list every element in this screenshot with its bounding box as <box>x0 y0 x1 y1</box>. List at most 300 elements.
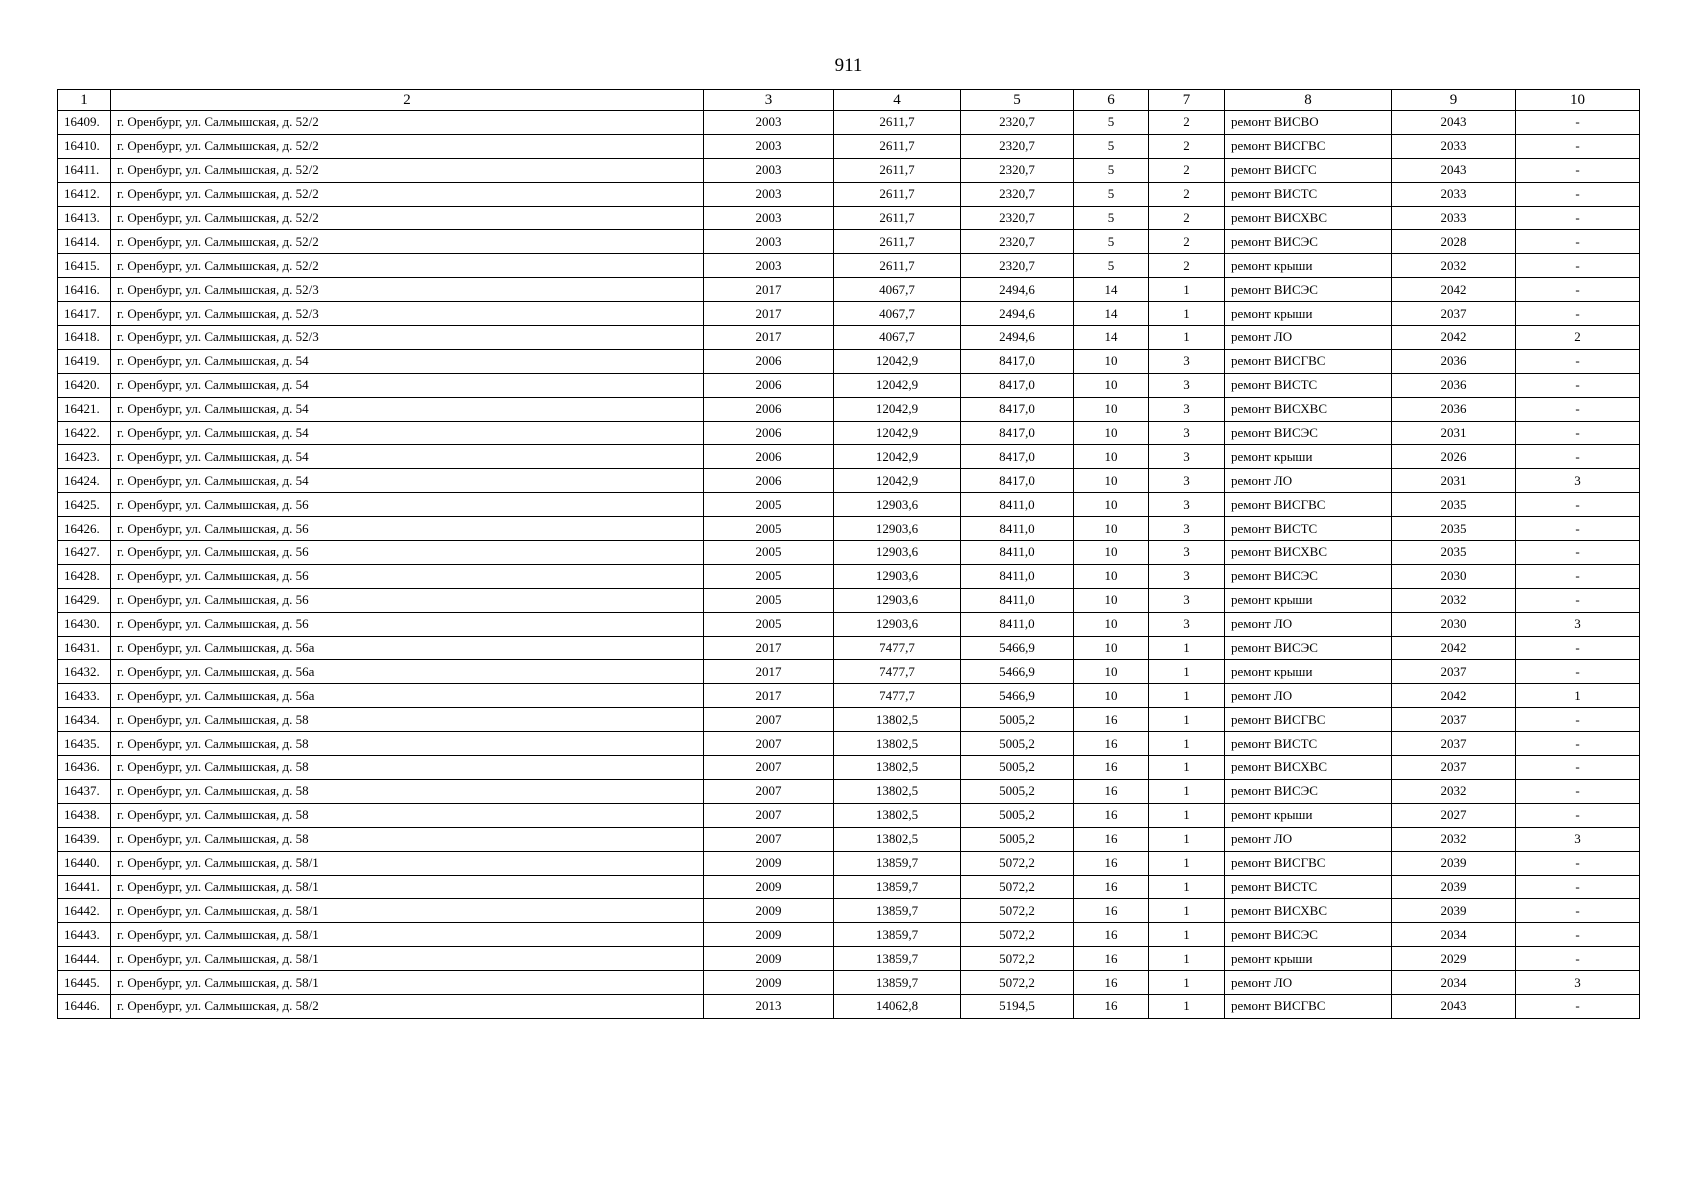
cell-row-number: 16441. <box>58 875 111 899</box>
cell-count: - <box>1516 230 1640 254</box>
cell-living-area: 8417,0 <box>961 373 1074 397</box>
cell-total-area: 12042,9 <box>834 349 961 373</box>
cell-work-type: ремонт крыши <box>1225 803 1392 827</box>
cell-entrances: 3 <box>1149 349 1225 373</box>
cell-year-built: 2017 <box>704 684 834 708</box>
cell-total-area: 7477,7 <box>834 684 961 708</box>
table-row <box>58 756 1640 780</box>
cell-floors: 10 <box>1074 445 1149 469</box>
cell-floors: 10 <box>1074 517 1149 541</box>
cell-living-area: 2320,7 <box>961 182 1074 206</box>
cell-count: - <box>1516 636 1640 660</box>
cell-floors: 16 <box>1074 708 1149 732</box>
cell-row-number: 16435. <box>58 732 111 756</box>
table-row <box>58 994 1640 1018</box>
cell-floors: 16 <box>1074 875 1149 899</box>
cell-work-type: ремонт ВИСГВС <box>1225 994 1392 1018</box>
table-row <box>58 588 1640 612</box>
cell-count: - <box>1516 899 1640 923</box>
cell-living-area: 8411,0 <box>961 588 1074 612</box>
cell-row-number: 16411. <box>58 158 111 182</box>
cell-count: 3 <box>1516 612 1640 636</box>
cell-planned-year: 2035 <box>1392 493 1516 517</box>
cell-year-built: 2009 <box>704 971 834 995</box>
cell-floors: 16 <box>1074 971 1149 995</box>
cell-year-built: 2003 <box>704 134 834 158</box>
cell-row-number: 16436. <box>58 756 111 780</box>
table-row <box>58 158 1640 182</box>
cell-entrances: 1 <box>1149 779 1225 803</box>
cell-total-area: 7477,7 <box>834 660 961 684</box>
cell-address: г. Оренбург, ул. Салмышская, д. 56а <box>111 636 704 660</box>
column-header-7: 7 <box>1149 90 1225 111</box>
cell-row-number: 16409. <box>58 111 111 135</box>
table-row <box>58 517 1640 541</box>
column-header-6: 6 <box>1074 90 1149 111</box>
cell-living-area: 2494,6 <box>961 278 1074 302</box>
cell-work-type: ремонт ВИСХВС <box>1225 899 1392 923</box>
cell-work-type: ремонт ЛО <box>1225 612 1392 636</box>
cell-planned-year: 2037 <box>1392 708 1516 732</box>
cell-planned-year: 2029 <box>1392 947 1516 971</box>
cell-entrances: 3 <box>1149 493 1225 517</box>
cell-floors: 14 <box>1074 302 1149 326</box>
cell-row-number: 16442. <box>58 899 111 923</box>
cell-entrances: 3 <box>1149 469 1225 493</box>
cell-entrances: 2 <box>1149 134 1225 158</box>
cell-address: г. Оренбург, ул. Салмышская, д. 58 <box>111 756 704 780</box>
cell-count: - <box>1516 708 1640 732</box>
cell-year-built: 2017 <box>704 302 834 326</box>
cell-planned-year: 2042 <box>1392 684 1516 708</box>
cell-work-type: ремонт ВИСЭС <box>1225 636 1392 660</box>
cell-row-number: 16444. <box>58 947 111 971</box>
cell-floors: 10 <box>1074 612 1149 636</box>
cell-planned-year: 2026 <box>1392 445 1516 469</box>
cell-entrances: 1 <box>1149 636 1225 660</box>
cell-floors: 10 <box>1074 397 1149 421</box>
cell-year-built: 2017 <box>704 636 834 660</box>
cell-living-area: 2320,7 <box>961 230 1074 254</box>
cell-address: г. Оренбург, ул. Салмышская, д. 58/1 <box>111 875 704 899</box>
cell-year-built: 2009 <box>704 875 834 899</box>
cell-row-number: 16434. <box>58 708 111 732</box>
cell-year-built: 2003 <box>704 111 834 135</box>
table-row <box>58 326 1640 350</box>
cell-living-area: 8411,0 <box>961 564 1074 588</box>
cell-row-number: 16428. <box>58 564 111 588</box>
cell-planned-year: 2032 <box>1392 779 1516 803</box>
cell-work-type: ремонт крыши <box>1225 302 1392 326</box>
cell-living-area: 5072,2 <box>961 875 1074 899</box>
cell-floors: 14 <box>1074 278 1149 302</box>
cell-count: - <box>1516 564 1640 588</box>
cell-address: г. Оренбург, ул. Салмышская, д. 56 <box>111 612 704 636</box>
cell-row-number: 16439. <box>58 827 111 851</box>
cell-floors: 14 <box>1074 326 1149 350</box>
cell-address: г. Оренбург, ул. Салмышская, д. 54 <box>111 373 704 397</box>
cell-address: г. Оренбург, ул. Салмышская, д. 58/1 <box>111 851 704 875</box>
cell-floors: 5 <box>1074 111 1149 135</box>
cell-living-area: 5005,2 <box>961 732 1074 756</box>
cell-count: - <box>1516 421 1640 445</box>
cell-entrances: 3 <box>1149 541 1225 565</box>
cell-year-built: 2003 <box>704 158 834 182</box>
cell-year-built: 2006 <box>704 445 834 469</box>
cell-entrances: 3 <box>1149 588 1225 612</box>
cell-year-built: 2017 <box>704 326 834 350</box>
cell-entrances: 2 <box>1149 111 1225 135</box>
cell-address: г. Оренбург, ул. Салмышская, д. 58 <box>111 708 704 732</box>
cell-living-area: 5005,2 <box>961 756 1074 780</box>
table-row <box>58 684 1640 708</box>
cell-count: - <box>1516 541 1640 565</box>
cell-year-built: 2009 <box>704 899 834 923</box>
cell-year-built: 2007 <box>704 779 834 803</box>
repair-registry-table <box>57 89 1640 1019</box>
cell-total-area: 12042,9 <box>834 373 961 397</box>
cell-entrances: 3 <box>1149 517 1225 541</box>
column-header-8: 8 <box>1225 90 1392 111</box>
cell-count: - <box>1516 493 1640 517</box>
cell-floors: 10 <box>1074 660 1149 684</box>
cell-count: - <box>1516 373 1640 397</box>
cell-floors: 5 <box>1074 134 1149 158</box>
cell-entrances: 3 <box>1149 564 1225 588</box>
page-number: 911 <box>834 55 863 76</box>
cell-floors: 16 <box>1074 947 1149 971</box>
cell-entrances: 1 <box>1149 899 1225 923</box>
cell-entrances: 1 <box>1149 660 1225 684</box>
cell-address: г. Оренбург, ул. Салмышская, д. 54 <box>111 397 704 421</box>
cell-entrances: 2 <box>1149 230 1225 254</box>
cell-total-area: 13859,7 <box>834 875 961 899</box>
cell-year-built: 2017 <box>704 278 834 302</box>
cell-floors: 10 <box>1074 684 1149 708</box>
cell-row-number: 16446. <box>58 994 111 1018</box>
cell-address: г. Оренбург, ул. Салмышская, д. 54 <box>111 349 704 373</box>
cell-row-number: 16413. <box>58 206 111 230</box>
cell-planned-year: 2032 <box>1392 827 1516 851</box>
cell-year-built: 2005 <box>704 564 834 588</box>
cell-planned-year: 2037 <box>1392 660 1516 684</box>
cell-address: г. Оренбург, ул. Салмышская, д. 54 <box>111 469 704 493</box>
cell-total-area: 2611,7 <box>834 134 961 158</box>
header-row <box>58 90 1640 111</box>
cell-address: г. Оренбург, ул. Салмышская, д. 58 <box>111 732 704 756</box>
cell-entrances: 1 <box>1149 302 1225 326</box>
cell-year-built: 2003 <box>704 254 834 278</box>
cell-planned-year: 2043 <box>1392 158 1516 182</box>
table-row <box>58 947 1640 971</box>
cell-count: - <box>1516 923 1640 947</box>
cell-planned-year: 2039 <box>1392 851 1516 875</box>
cell-address: г. Оренбург, ул. Салмышская, д. 52/2 <box>111 158 704 182</box>
cell-address: г. Оренбург, ул. Салмышская, д. 52/2 <box>111 230 704 254</box>
cell-work-type: ремонт ВИСТС <box>1225 732 1392 756</box>
cell-total-area: 13859,7 <box>834 971 961 995</box>
cell-entrances: 3 <box>1149 397 1225 421</box>
cell-count: 3 <box>1516 971 1640 995</box>
cell-count: - <box>1516 660 1640 684</box>
cell-living-area: 5466,9 <box>961 660 1074 684</box>
cell-work-type: ремонт ВИСТС <box>1225 875 1392 899</box>
table-row <box>58 708 1640 732</box>
cell-row-number: 16437. <box>58 779 111 803</box>
cell-entrances: 3 <box>1149 445 1225 469</box>
cell-work-type: ремонт ВИСЭС <box>1225 923 1392 947</box>
table-row <box>58 803 1640 827</box>
table-row <box>58 827 1640 851</box>
cell-row-number: 16419. <box>58 349 111 373</box>
cell-year-built: 2007 <box>704 827 834 851</box>
cell-count: - <box>1516 588 1640 612</box>
table-row <box>58 111 1640 135</box>
cell-row-number: 16418. <box>58 326 111 350</box>
cell-floors: 10 <box>1074 493 1149 517</box>
cell-planned-year: 2036 <box>1392 373 1516 397</box>
cell-floors: 16 <box>1074 779 1149 803</box>
cell-year-built: 2006 <box>704 469 834 493</box>
cell-work-type: ремонт ВИСЭС <box>1225 779 1392 803</box>
cell-floors: 16 <box>1074 923 1149 947</box>
table-row <box>58 373 1640 397</box>
cell-year-built: 2007 <box>704 708 834 732</box>
cell-count: 3 <box>1516 469 1640 493</box>
cell-planned-year: 2032 <box>1392 254 1516 278</box>
cell-planned-year: 2043 <box>1392 994 1516 1018</box>
cell-floors: 16 <box>1074 994 1149 1018</box>
cell-row-number: 16438. <box>58 803 111 827</box>
table-row <box>58 254 1640 278</box>
cell-work-type: ремонт ВИСГС <box>1225 158 1392 182</box>
cell-work-type: ремонт ВИСЭС <box>1225 278 1392 302</box>
cell-entrances: 1 <box>1149 756 1225 780</box>
cell-count: - <box>1516 182 1640 206</box>
cell-work-type: ремонт крыши <box>1225 254 1392 278</box>
table-row <box>58 564 1640 588</box>
cell-total-area: 13802,5 <box>834 779 961 803</box>
cell-entrances: 1 <box>1149 875 1225 899</box>
cell-floors: 16 <box>1074 899 1149 923</box>
cell-work-type: ремонт ВИСТС <box>1225 373 1392 397</box>
cell-address: г. Оренбург, ул. Салмышская, д. 58 <box>111 779 704 803</box>
cell-floors: 16 <box>1074 732 1149 756</box>
cell-total-area: 12903,6 <box>834 564 961 588</box>
column-header-3: 3 <box>704 90 834 111</box>
cell-address: г. Оренбург, ул. Салмышская, д. 56 <box>111 541 704 565</box>
cell-living-area: 5072,2 <box>961 971 1074 995</box>
table-row <box>58 899 1640 923</box>
cell-total-area: 2611,7 <box>834 206 961 230</box>
cell-work-type: ремонт крыши <box>1225 588 1392 612</box>
cell-entrances: 1 <box>1149 708 1225 732</box>
cell-floors: 16 <box>1074 803 1149 827</box>
cell-planned-year: 2034 <box>1392 971 1516 995</box>
cell-work-type: ремонт ЛО <box>1225 971 1392 995</box>
cell-row-number: 16420. <box>58 373 111 397</box>
cell-count: - <box>1516 779 1640 803</box>
cell-count: 2 <box>1516 326 1640 350</box>
cell-address: г. Оренбург, ул. Салмышская, д. 58/1 <box>111 923 704 947</box>
cell-row-number: 16416. <box>58 278 111 302</box>
cell-total-area: 12903,6 <box>834 541 961 565</box>
cell-count: - <box>1516 254 1640 278</box>
cell-total-area: 2611,7 <box>834 182 961 206</box>
cell-count: - <box>1516 732 1640 756</box>
cell-entrances: 3 <box>1149 421 1225 445</box>
column-header-2: 2 <box>111 90 704 111</box>
cell-work-type: ремонт ВИСГВС <box>1225 851 1392 875</box>
cell-entrances: 2 <box>1149 182 1225 206</box>
cell-living-area: 2494,6 <box>961 302 1074 326</box>
cell-entrances: 1 <box>1149 732 1225 756</box>
table-row <box>58 732 1640 756</box>
cell-count: - <box>1516 158 1640 182</box>
cell-work-type: ремонт крыши <box>1225 660 1392 684</box>
cell-total-area: 13859,7 <box>834 851 961 875</box>
cell-entrances: 3 <box>1149 373 1225 397</box>
cell-work-type: ремонт ВИСГВС <box>1225 134 1392 158</box>
cell-row-number: 16429. <box>58 588 111 612</box>
cell-row-number: 16430. <box>58 612 111 636</box>
cell-address: г. Оренбург, ул. Салмышская, д. 56а <box>111 660 704 684</box>
cell-planned-year: 2036 <box>1392 397 1516 421</box>
cell-year-built: 2006 <box>704 397 834 421</box>
cell-total-area: 13859,7 <box>834 947 961 971</box>
cell-count: - <box>1516 756 1640 780</box>
cell-entrances: 1 <box>1149 278 1225 302</box>
cell-row-number: 16422. <box>58 421 111 445</box>
cell-count: - <box>1516 397 1640 421</box>
table-row <box>58 134 1640 158</box>
cell-address: г. Оренбург, ул. Салмышская, д. 56 <box>111 564 704 588</box>
cell-year-built: 2006 <box>704 349 834 373</box>
cell-total-area: 4067,7 <box>834 326 961 350</box>
cell-total-area: 2611,7 <box>834 158 961 182</box>
table-row <box>58 349 1640 373</box>
table-row <box>58 230 1640 254</box>
cell-living-area: 8411,0 <box>961 517 1074 541</box>
cell-count: - <box>1516 875 1640 899</box>
cell-row-number: 16423. <box>58 445 111 469</box>
cell-row-number: 16443. <box>58 923 111 947</box>
cell-total-area: 14062,8 <box>834 994 961 1018</box>
cell-floors: 5 <box>1074 182 1149 206</box>
cell-year-built: 2005 <box>704 517 834 541</box>
cell-count: - <box>1516 278 1640 302</box>
cell-planned-year: 2033 <box>1392 182 1516 206</box>
cell-total-area: 13859,7 <box>834 899 961 923</box>
column-header-5: 5 <box>961 90 1074 111</box>
cell-floors: 5 <box>1074 230 1149 254</box>
cell-floors: 10 <box>1074 373 1149 397</box>
cell-living-area: 5466,9 <box>961 684 1074 708</box>
cell-planned-year: 2036 <box>1392 349 1516 373</box>
cell-row-number: 16410. <box>58 134 111 158</box>
cell-living-area: 2320,7 <box>961 158 1074 182</box>
cell-work-type: ремонт ВИСВО <box>1225 111 1392 135</box>
cell-total-area: 4067,7 <box>834 278 961 302</box>
cell-total-area: 2611,7 <box>834 111 961 135</box>
cell-year-built: 2003 <box>704 230 834 254</box>
cell-work-type: ремонт ВИСХВС <box>1225 756 1392 780</box>
cell-planned-year: 2035 <box>1392 541 1516 565</box>
cell-living-area: 8417,0 <box>961 445 1074 469</box>
cell-row-number: 16440. <box>58 851 111 875</box>
cell-planned-year: 2042 <box>1392 326 1516 350</box>
cell-address: г. Оренбург, ул. Салмышская, д. 58/1 <box>111 971 704 995</box>
table-row <box>58 636 1640 660</box>
cell-row-number: 16426. <box>58 517 111 541</box>
cell-address: г. Оренбург, ул. Салмышская, д. 52/2 <box>111 182 704 206</box>
cell-address: г. Оренбург, ул. Салмышская, д. 58 <box>111 803 704 827</box>
cell-year-built: 2003 <box>704 206 834 230</box>
cell-address: г. Оренбург, ул. Салмышская, д. 58/1 <box>111 899 704 923</box>
cell-entrances: 1 <box>1149 994 1225 1018</box>
cell-planned-year: 2039 <box>1392 875 1516 899</box>
cell-living-area: 8417,0 <box>961 349 1074 373</box>
cell-work-type: ремонт ВИСХВС <box>1225 397 1392 421</box>
cell-living-area: 8417,0 <box>961 421 1074 445</box>
cell-year-built: 2005 <box>704 541 834 565</box>
cell-floors: 16 <box>1074 851 1149 875</box>
cell-floors: 5 <box>1074 206 1149 230</box>
cell-floors: 10 <box>1074 421 1149 445</box>
cell-row-number: 16432. <box>58 660 111 684</box>
cell-work-type: ремонт крыши <box>1225 947 1392 971</box>
cell-floors: 5 <box>1074 158 1149 182</box>
cell-address: г. Оренбург, ул. Салмышская, д. 52/2 <box>111 111 704 135</box>
cell-work-type: ремонт ЛО <box>1225 326 1392 350</box>
cell-address: г. Оренбург, ул. Салмышская, д. 56 <box>111 517 704 541</box>
cell-work-type: ремонт ВИСТС <box>1225 517 1392 541</box>
cell-year-built: 2006 <box>704 373 834 397</box>
column-header-4: 4 <box>834 90 961 111</box>
cell-planned-year: 2037 <box>1392 756 1516 780</box>
cell-work-type: ремонт ВИСХВС <box>1225 206 1392 230</box>
cell-total-area: 13802,5 <box>834 708 961 732</box>
table-row <box>58 469 1640 493</box>
cell-year-built: 2005 <box>704 612 834 636</box>
cell-row-number: 16412. <box>58 182 111 206</box>
cell-planned-year: 2039 <box>1392 899 1516 923</box>
cell-living-area: 5072,2 <box>961 947 1074 971</box>
cell-row-number: 16425. <box>58 493 111 517</box>
cell-total-area: 4067,7 <box>834 302 961 326</box>
table-row <box>58 397 1640 421</box>
cell-entrances: 1 <box>1149 803 1225 827</box>
cell-planned-year: 2042 <box>1392 278 1516 302</box>
cell-count: - <box>1516 111 1640 135</box>
cell-row-number: 16424. <box>58 469 111 493</box>
cell-planned-year: 2037 <box>1392 302 1516 326</box>
cell-floors: 10 <box>1074 564 1149 588</box>
cell-living-area: 5072,2 <box>961 851 1074 875</box>
cell-address: г. Оренбург, ул. Салмышская, д. 56 <box>111 588 704 612</box>
table-row <box>58 445 1640 469</box>
cell-total-area: 13802,5 <box>834 827 961 851</box>
cell-living-area: 8411,0 <box>961 612 1074 636</box>
cell-living-area: 5466,9 <box>961 636 1074 660</box>
cell-planned-year: 2031 <box>1392 421 1516 445</box>
cell-planned-year: 2032 <box>1392 588 1516 612</box>
cell-floors: 16 <box>1074 756 1149 780</box>
cell-work-type: ремонт ВИСГВС <box>1225 349 1392 373</box>
cell-planned-year: 2033 <box>1392 206 1516 230</box>
cell-work-type: ремонт ВИСЭС <box>1225 564 1392 588</box>
cell-count: - <box>1516 349 1640 373</box>
